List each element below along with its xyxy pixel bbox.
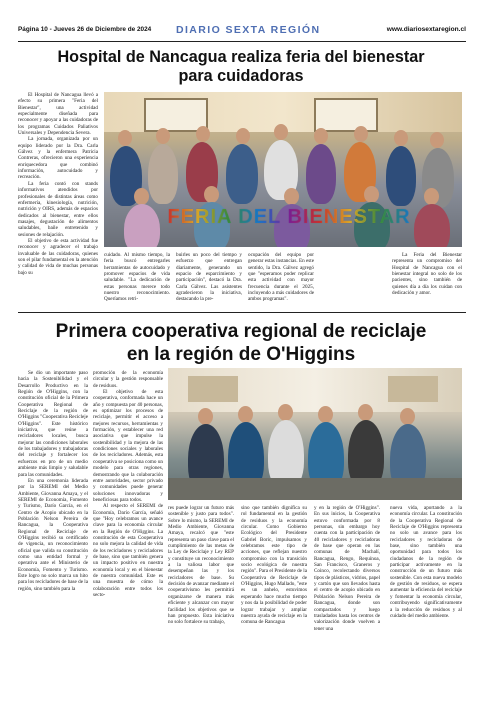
article2-headline xyxy=(20,320,462,366)
article1-col4: ocupación del equipo por generar estas instancias. En este sentido, la Dra. Gálvez agregó que "esperamos poder replicar esta actividad con mayor frecuencia durante el 2025, incluyendo a más cuidadores de ambos programas". xyxy=(248,252,314,303)
headline-line: Primera cooperativa regional de reciclaje xyxy=(55,321,427,342)
headline-line: Hospital de Nancagua realiza feria del bienestar xyxy=(57,48,425,66)
article1-col5: La Feria del Bienestar representa un compromiso del Hospital de Nancagua con el bienestar integral no solo de los pacientes, sino también de quienes día a día los cuidan con dedicación y amor. xyxy=(392,252,462,297)
headline-line: en la región de O'Higgins xyxy=(126,344,356,365)
article2-photo xyxy=(168,368,462,500)
article1-col2: cuidado. Al mismo tiempo, la feria buscó entregarles herramientas de autocuidado y promover espacios de vida saludable. "La dedicación de estas personas merece todo nuestro reconocimiento. Queríamos retri- xyxy=(104,252,170,303)
article2-col4: sino que también dignifica su rol fundamental en la gestión de residuos y la economía circular. Como Gobierno Ecológico del Presidente Gabriel Boric, impulsamos y celebramos este tipo de acciones, que reflejan nuestro compromiso con la transición socio ecológica de nuestra región". Para el Presidente de la Cooperativa de Reciclaje de O'Higgins, Hugo Mallado, "este es un anhelo, estuvimos esperando hace mucho tiempo y nos da la posibilidad de poder lograr trabajar y ampliar nuestra ayuda de reciclaje en la comuna de Rancagua xyxy=(241,505,307,626)
feria-banner: FERIA DEL BIENESTAR xyxy=(167,206,411,228)
site-url[interactable]: www.diariosextaregion.cl xyxy=(386,26,466,33)
page-header xyxy=(18,26,466,40)
article2-col2: promoción de la economía circular y la gestión responsable de residuos. El objetivo de esta cooperativa, conformada hace un año y compuesta por 40 personas, es optimizar los procesos de reciclaje, permitir el acceso a mejores recursos, herramientas y formación, y establecer una red asociativa que impulse la sostenibilidad y la mejora de las condiciones sociales y laborales de los recicladores. Además, esta cooperativa se posiciona como un modelo para otras regiones, demostrando que la colaboración entre autoridades, sector privado y comunidades puede generar soluciones innovadoras y beneficiosas para todos. Al respecto el SEREMI de Economía, Darío García, señaló que "Hoy celebramos un avance clave para la economía circular en la Región de O'Higgins. La constitución de esta Cooperativa no solo mejora la calidad de vida de los recicladores y recicladores de base, sino que también genera un impacto positivo en nuestra economía local y en el bienestar de nuestra comunidad. Este es una muestra de cómo la colaboración entre todos los secto- xyxy=(93,370,163,599)
article1-photo xyxy=(104,92,462,247)
article1-col3: buirles un poco del tiempo y esfuerzo que entregan diariamente, generando un espacio de esparcimiento y participación", destacó la Dra. Carla Gálvez. Las asistentes agradecieron la iniciativa, destacando la pre- xyxy=(176,252,242,303)
section-rule xyxy=(18,312,466,313)
article2-col5: y en la región de O'Higgins". En sus inicios, la Cooperativa estuvo conformada por 8 personas, sin embargo hoy cuenta con la participación de 40 recicladores y recicladoras de base que operan en las comunas de Machalí, Rancagua, Rengo, Requínoa, San Francisco, Graneros y Coinco, recolectando diversos tipos de plásticos, vidrios, papel y cartón que son llevados hasta el centro de acopio ubicado en Población Nelson Pereira de Rancagua, donde son compactados y luego trasladados hasta los centros de valorización donde vuelven a tener una xyxy=(314,505,380,632)
page-info: Página 10 - Jueves 26 de Diciembre de 2024 xyxy=(18,26,152,33)
headline-line: para cuidadoras xyxy=(178,67,304,85)
article2-col6: nueva vida, aportando a la economía circular. La constitución de la Cooperativa Regional de Reciclaje de O'Higgins representa no solo un avance para los recicladores y recicladoras de base, sino también una oportunidad para todos los ciudadanos de la región de participar activamente en la construcción de un futuro más sostenible. Con esta nueva modelo de gestión de residuos, se espera aumentar la eficiencia del reciclaje y fomentar la economía circular, contribuyendo significativamente a la reducción de residuos y al cuidado del medio ambiente. xyxy=(390,505,462,619)
article1-headline xyxy=(20,48,462,86)
article1-col1: El Hospital de Nancagua llevó a efecto su primera "Feria del Bienestar", una actividad especialmente diseñada para reconocer y apoyar a las cuidadoras de los programas Cuidados Paliativos Universales y Dependencia Severa. La jornada, organizada por un equipo liderado por la Dra. Carla Gálvez y la enfermera Patricia Contreras, ofrecieron una experiencia enriquecedora que combinó información, autocuidado y recreación. La feria contó con stands informativos atendidos por profesionales de distintas áreas como enfermería, kinesiología, nutrición, nutrición y OIRS, además de espacios dedicados al bienestar, entre ellos masajes, degustación de alimentos saludables, baile entretenido y sesiones de relajación. El objetivo de esta actividad fue reconocer y agradecer el trabajo invaluable de las cuidadoras, quienes son el pilar fundamental en la atención y calidad de vida de muchas personas bajo su xyxy=(18,92,98,276)
masthead: DIARIO SEXTA REGIÓN xyxy=(176,24,321,36)
header-rule xyxy=(18,41,466,42)
article2-col1: Se dio un importante paso hacia la Sostenibilidad y el Desarrollo Productivo en la Región de O'Higgins, con la constitución oficial de la Primera Cooperativa Regional de Reciclaje de la región de O'Higgins "Cooperativa Recicleje O'Higgins". Este histórico iniciativa, que reúne a recicladores locales, busca mejorar las condiciones laborales de los trabajadores y trabajadoras del reciclaje y fortalecer los esfuerzos en pro de un medio ambiente más limpio y saludable para las comunidades. En una ceremonia liderada por la SEREMI del Medio Ambiente, Giovanna Amaya, y el SEREMI de Economía, Fomento y Turismo, Darío García, en el Centro de Acopio ubicado en la Población Nelson Pereira de Rancagua, la Cooperativa Regional de Reciclaje de O'Higgins recibió su certificado de vigencia, un reconocimiento oficial que valida su constitución como una entidad formal y operativa ante el Ministerio de Economía, Fomento y Turismo. Este logro no solo marca un hito para los recicladores de base de la región, sino también para la xyxy=(18,370,88,592)
article2-col3: res puede lograr un futuro más sostenible y justo para todos". Sobre lo mismo, la SEREMI de Medio Ambiente, Giovanna Amaya, recalcó que "este representa un paso clave para el cumplimiento de las metas de la Ley de Reciclaje y Ley REP y constituye un reconocimiento a la valiosa labor que desempeñan las y los recicladores de base. Su decisión de avanzar mediante el cooperativismo les permitirá organizarse de manera más eficiente y alcanzar con mayor facilidad los objetivos que se han propuesto. Esta iniciativa no solo fortalece su trabajo, xyxy=(168,505,234,626)
